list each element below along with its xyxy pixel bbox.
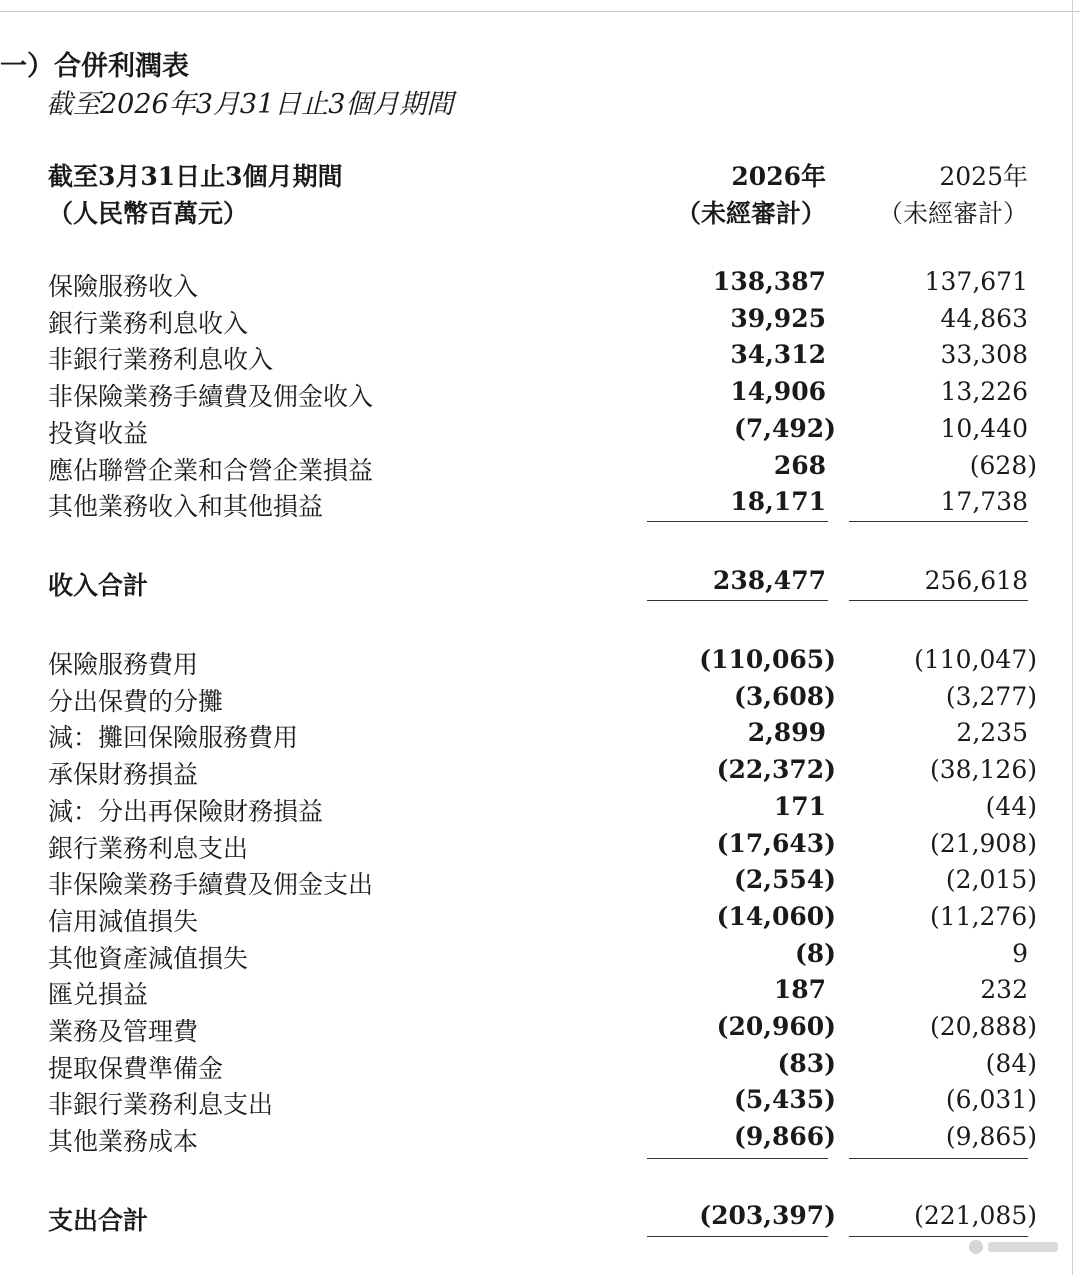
row-label: 保險服務費用 xyxy=(48,650,199,679)
value-2025: (84) xyxy=(985,1049,1037,1078)
row-label: 匯兑損益 xyxy=(48,980,149,1009)
value-2025: (44) xyxy=(985,792,1037,821)
value-2026: (14,060) xyxy=(716,902,836,931)
value-2025: 232 xyxy=(980,975,1028,1004)
table-row xyxy=(0,1049,1080,1085)
row-label: 保險服務收入 xyxy=(48,272,199,301)
top-divider xyxy=(0,11,1080,12)
period-label: 截至3月31日止3個月期間 xyxy=(48,162,343,191)
total-row xyxy=(0,1201,1080,1237)
row-label: 業務及管理費 xyxy=(48,1017,199,1046)
col-2025-year: 2025年 xyxy=(939,162,1028,191)
row-label: 非保險業務手續費及佣金支出 xyxy=(48,870,374,899)
row-label: 非銀行業務利息支出 xyxy=(48,1090,274,1119)
watermark-logo xyxy=(966,1237,1062,1257)
value-2026: (17,643) xyxy=(716,829,836,858)
table-row xyxy=(0,902,1080,938)
subtotal-rule-expense-2025 xyxy=(849,1158,1028,1159)
value-2025: 10,440 xyxy=(940,414,1028,443)
value-2025: (3,277) xyxy=(945,682,1037,711)
value-2026: 14,906 xyxy=(730,377,826,406)
col-2026-year: 2026年 xyxy=(731,162,826,191)
unit-label: （人民幣百萬元） xyxy=(48,199,249,228)
row-label: 銀行業務利息支出 xyxy=(48,834,249,863)
value-2026: 238,477 xyxy=(712,566,826,595)
value-2025: 33,308 xyxy=(940,340,1028,369)
value-2026: (203,397) xyxy=(699,1201,836,1230)
row-label: 承保財務損益 xyxy=(48,760,199,789)
value-2025: (20,888) xyxy=(930,1012,1037,1041)
row-label: 其他業務成本 xyxy=(48,1127,199,1156)
row-label: 提取保費準備金 xyxy=(48,1054,224,1083)
table-row xyxy=(0,414,1080,450)
value-2025: (9,865) xyxy=(945,1122,1037,1151)
row-label: 應佔聯營企業和合營企業損益 xyxy=(48,456,374,485)
table-row xyxy=(0,755,1080,791)
table-row xyxy=(0,865,1080,901)
total-rule-income-2025 xyxy=(849,600,1028,601)
value-2026: (3,608) xyxy=(734,682,836,711)
table-row xyxy=(0,829,1080,865)
value-2026: (8) xyxy=(794,939,836,968)
row-label: 投資收益 xyxy=(48,419,149,448)
table-row xyxy=(0,645,1080,681)
table-row xyxy=(0,1012,1080,1048)
table-row xyxy=(0,451,1080,487)
row-label: 減：攤回保險服務費用 xyxy=(48,723,299,752)
total-row xyxy=(0,566,1080,602)
value-2026: 268 xyxy=(773,451,826,480)
value-2025: 256,618 xyxy=(924,566,1028,595)
table-row xyxy=(0,939,1080,975)
table-row xyxy=(0,718,1080,754)
col-2026-note: （未經審計） xyxy=(675,199,826,228)
row-label: 信用減值損失 xyxy=(48,907,199,936)
value-2026: 34,312 xyxy=(730,340,826,369)
total-label: 支出合計 xyxy=(48,1206,149,1235)
value-2025: 17,738 xyxy=(940,487,1028,516)
section-title: 一）合併利潤表 xyxy=(0,51,189,82)
table-row xyxy=(0,1122,1080,1158)
row-label: 其他資產減值損失 xyxy=(48,944,249,973)
value-2026: (7,492) xyxy=(734,414,836,443)
total-label: 收入合計 xyxy=(48,571,149,600)
subtotal-rule-income-2026 xyxy=(647,521,828,522)
value-2026: 18,171 xyxy=(730,487,826,516)
row-label: 銀行業務利息收入 xyxy=(48,309,249,338)
value-2026: 2,899 xyxy=(747,718,826,747)
table-row xyxy=(0,267,1080,303)
value-2026: (5,435) xyxy=(734,1085,836,1114)
value-2025: 9 xyxy=(1012,939,1028,968)
value-2026: (20,960) xyxy=(716,1012,836,1041)
value-2026: (110,065) xyxy=(699,645,836,674)
col-2025-note: （未經審計） xyxy=(877,199,1028,228)
value-2025: (110,047) xyxy=(914,645,1037,674)
table-row xyxy=(0,487,1080,523)
value-2026: 39,925 xyxy=(730,304,826,333)
total-rule-income-2026 xyxy=(647,600,828,601)
table-row xyxy=(0,340,1080,376)
subtotal-rule-expense-2026 xyxy=(647,1158,828,1159)
value-2025: 2,235 xyxy=(956,718,1028,747)
table-row xyxy=(0,377,1080,413)
value-2026: 138,387 xyxy=(712,267,826,296)
row-label: 非銀行業務利息收入 xyxy=(48,345,274,374)
table-row xyxy=(0,682,1080,718)
value-2025: (11,276) xyxy=(930,902,1037,931)
value-2026: (22,372) xyxy=(716,755,836,784)
value-2025: (38,126) xyxy=(930,755,1037,784)
value-2026: (9,866) xyxy=(734,1122,836,1151)
total-rule-expense-2026 xyxy=(647,1236,828,1237)
table-row xyxy=(0,1085,1080,1121)
table-row xyxy=(0,975,1080,1011)
value-2025: (2,015) xyxy=(945,865,1037,894)
table-row xyxy=(0,792,1080,828)
value-2026: (83) xyxy=(777,1049,836,1078)
row-label: 分出保費的分攤 xyxy=(48,687,224,716)
value-2025: (628) xyxy=(969,451,1037,480)
value-2026: 171 xyxy=(773,792,826,821)
row-label: 其他業務收入和其他損益 xyxy=(48,492,324,521)
subtotal-rule-income-2025 xyxy=(849,521,1028,522)
table-row xyxy=(0,304,1080,340)
value-2025: (6,031) xyxy=(945,1085,1037,1114)
row-label: 減：分出再保險財務損益 xyxy=(48,797,324,826)
value-2026: 187 xyxy=(773,975,826,1004)
row-label: 非保險業務手續費及佣金收入 xyxy=(48,382,374,411)
value-2025: 137,671 xyxy=(924,267,1028,296)
value-2025: (221,085) xyxy=(914,1201,1037,1230)
section-subtitle: 截至2026年3月31日止3個月期間 xyxy=(46,89,454,120)
value-2026: (2,554) xyxy=(734,865,836,894)
value-2025: (21,908) xyxy=(930,829,1037,858)
value-2025: 44,863 xyxy=(940,304,1028,333)
value-2025: 13,226 xyxy=(940,377,1028,406)
